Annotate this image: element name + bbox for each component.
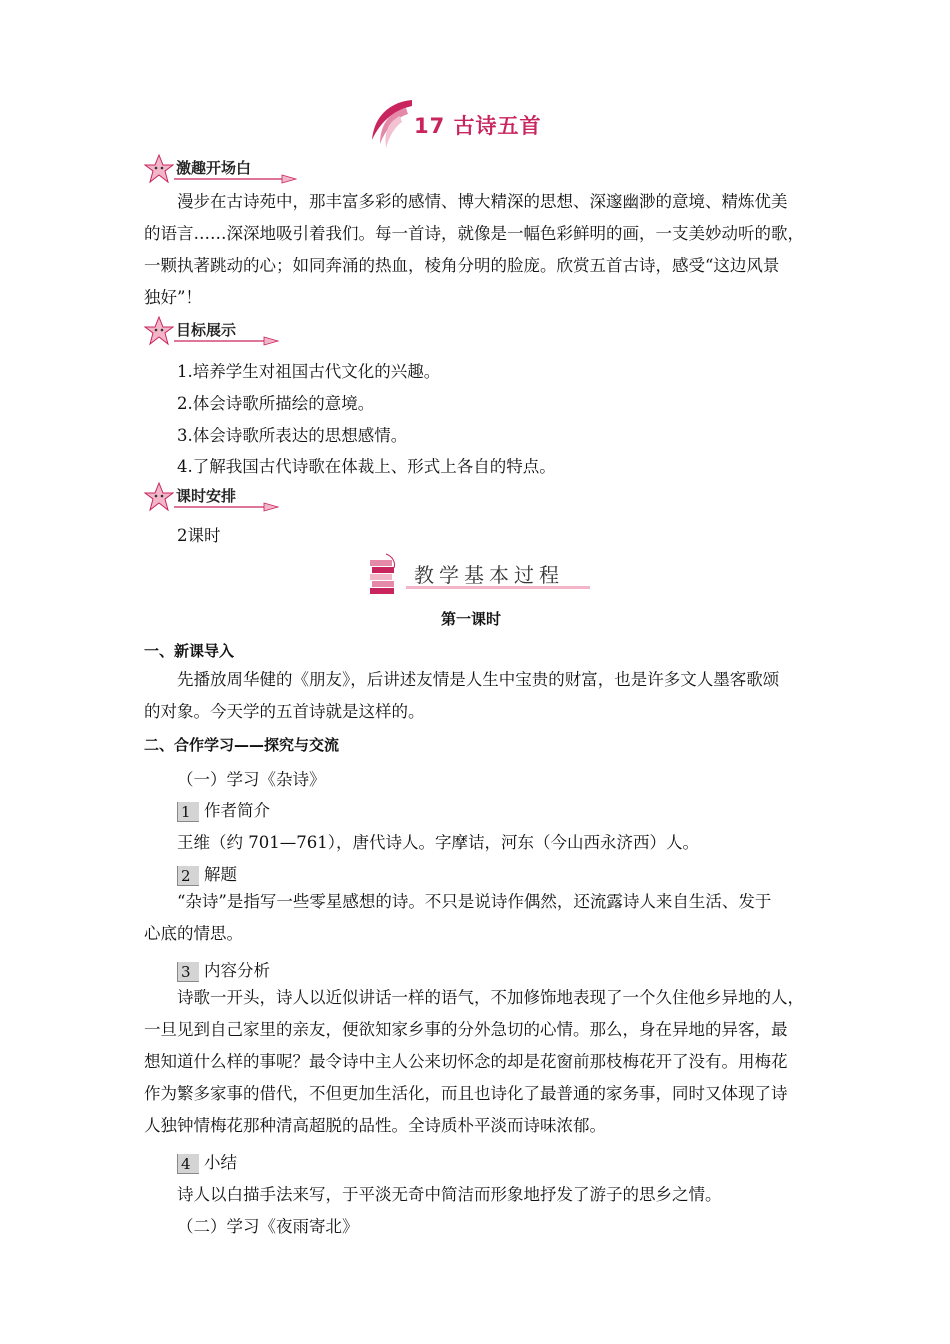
goal-item: 2.体会诗歌所描绘的意境。 (177, 394, 375, 413)
paragraph-line: 作为繁多家事的借代，不但更加生活化，而且也诗化了最普通的家务事，同时又体现了诗 (144, 1084, 788, 1103)
subsection-heading: （一）学习《杂诗》 (177, 770, 326, 789)
part1-paragraph (144, 664, 779, 728)
item-label: 内容分析 (204, 961, 270, 980)
paragraph-line: 想知道什么样的事呢？最令诗中主人公来切怀念的却是花窗前那枝梅花开了没有。用梅花 (144, 1052, 788, 1071)
item-label: 作者简介 (204, 801, 270, 820)
item-text: 诗人以白描手法来写，于平淡无奇中简洁而形象地抒发了游子的思乡之情。 (177, 1185, 722, 1204)
intro-paragraph (144, 186, 804, 314)
item-number-box: 2 (177, 866, 199, 886)
section-label: 激趣开场白 (176, 159, 252, 177)
star-mascot-icon (144, 482, 174, 512)
goal-item: 1.培养学生对祖国古代文化的兴趣。 (177, 362, 441, 381)
banner-title: 教学基本过程 (414, 563, 564, 587)
paragraph-line: 诗歌一开头，诗人以近似讲话一样的语气，不加修饰地表现了一个久住他乡异地的人， (177, 988, 804, 1007)
pencil-underline-icon (174, 336, 282, 346)
paragraph-line: 心底的情思。 (144, 924, 243, 943)
swirl-decoration-icon (362, 96, 422, 152)
goal-item: 3.体会诗歌所表达的思想感情。 (177, 426, 408, 445)
paragraph-line: 的语言……深深地吸引着我们。每一首诗，就像是一幅色彩鲜明的画，一支美妙动听的歌， (144, 224, 804, 243)
subsection-heading: （二）学习《夜雨寄北》 (177, 1217, 359, 1236)
paragraph-line: 一颗执著跳动的心；如同奔涌的热血，棱角分明的脸庞。欣赏五首古诗，感受“这边风景 (144, 256, 780, 275)
paragraph-line: “杂诗”是指写一些零星感想的诗。不只是说诗作偶然，还流露诗人来自生活、发于 (177, 892, 772, 911)
item-text: 王维（约 701—761），唐代诗人。字摩诘，河东（今山西永济西）人。 (177, 833, 699, 852)
page-title: 17 古诗五首 (414, 114, 542, 138)
paragraph-line: 漫步在古诗苑中，那丰富多彩的感情、博大精深的思想、深邃幽渺的意境、精炼优美 (177, 192, 788, 211)
item-paragraph (144, 886, 771, 950)
paragraph-line: 独好”！ (144, 288, 202, 307)
star-mascot-icon (144, 154, 174, 184)
section-label: 目标展示 (176, 321, 237, 339)
pencil-underline-icon (174, 174, 300, 184)
item-label: 解题 (204, 865, 237, 884)
item-number-box: 3 (177, 962, 199, 982)
process-banner (366, 552, 592, 602)
item-heading (177, 1149, 237, 1174)
section-label: 课时安排 (176, 487, 237, 505)
schedule-text: 2课时 (177, 526, 221, 545)
part1-heading: 一、新课导入 (144, 642, 235, 660)
item-number-box: 1 (177, 802, 199, 822)
item-number-box: 4 (177, 1154, 199, 1174)
item-paragraph (144, 982, 804, 1142)
paragraph-line: 先播放周华健的《朋友》，后讲述友情是人生中宝贵的财富，也是许多文人墨客歌颂 (177, 670, 780, 689)
goal-item: 4.了解我国古代诗歌在体裁上、形式上各自的特点。 (177, 457, 556, 476)
item-heading (177, 861, 237, 886)
lesson-title: 第一课时 (441, 610, 502, 628)
paragraph-line: 一旦见到自己家里的亲友，便欲知家乡事的分外急切的心情。那么，身在异地的异客，最 (144, 1020, 788, 1039)
section-header-intro (144, 154, 304, 184)
section-header-goals (144, 316, 284, 346)
paragraph-line: 的对象。今天学的五首诗就是这样的。 (144, 702, 425, 721)
item-label: 小结 (204, 1153, 237, 1172)
item-heading (177, 957, 270, 982)
pencil-underline-icon (174, 502, 282, 512)
star-mascot-icon (144, 316, 174, 346)
part2-heading: 二、合作学习——探究与交流 (144, 736, 340, 754)
item-heading (177, 797, 270, 822)
section-header-schedule (144, 482, 284, 512)
title-block (362, 96, 622, 152)
paragraph-line: 人独钟情梅花那种清高超脱的品性。全诗质朴平淡而诗味浓郁。 (144, 1116, 606, 1135)
